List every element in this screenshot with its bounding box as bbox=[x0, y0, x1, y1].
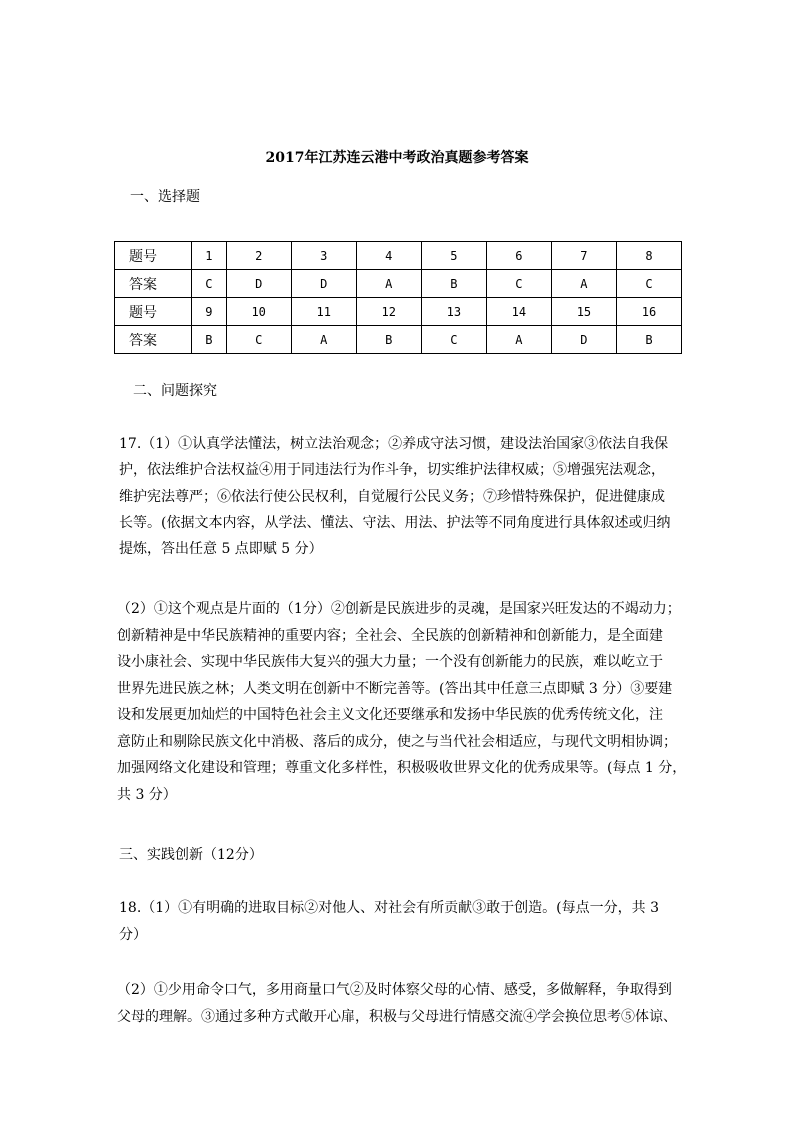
row-label: 答案 bbox=[115, 270, 192, 298]
table-cell: 11 bbox=[291, 298, 356, 326]
table-row bbox=[115, 242, 682, 270]
table-cell: A bbox=[356, 270, 421, 298]
table-cell: 14 bbox=[486, 298, 551, 326]
table-cell: 3 bbox=[291, 242, 356, 270]
table-cell: 5 bbox=[421, 242, 486, 270]
text-line: 维护宪法尊严；⑥依法行使公民权利，自觉履行公民义务；⑦珍惜特殊保护，促进健康成 bbox=[119, 488, 665, 505]
table-cell: 2 bbox=[226, 242, 291, 270]
text-line: （2）①这个观点是片面的（1分）②创新是民族进步的灵魂，是国家兴旺发达的不竭动力； bbox=[117, 601, 681, 617]
text-line: 18.（1）①有明确的进取目标②对他人、对社会有所贡献③敢于创造。(每点一分，共 3 bbox=[119, 900, 659, 916]
table-cell: B bbox=[192, 326, 227, 354]
text-line: 意防止和剔除民族文化中消极、落后的成分，使之与当代社会相适应，与现代文明相协调； bbox=[117, 733, 677, 750]
table-cell: 9 bbox=[192, 298, 227, 326]
text-line: 设小康社会、实现中华民族伟大复兴的强大力量；一个没有创新能力的民族，难以屹立于 bbox=[117, 654, 663, 670]
row-label: 题号 bbox=[115, 242, 192, 270]
table-row bbox=[115, 298, 682, 326]
section-heading-choice: 一、选择题 bbox=[130, 189, 200, 205]
section-heading-inquiry: 二、问题探究 bbox=[133, 383, 217, 399]
table-cell: 8 bbox=[616, 242, 681, 270]
table-cell: B bbox=[356, 326, 421, 354]
table-cell: 6 bbox=[486, 242, 551, 270]
text-line: 共 3 分） bbox=[117, 786, 177, 803]
answer-table bbox=[114, 241, 682, 354]
table-cell: D bbox=[551, 326, 616, 354]
text-line: 分） bbox=[119, 926, 147, 943]
table-row bbox=[115, 326, 682, 354]
text-line: 护，依法维护合法权益④用于同违法行为作斗争，切实维护法律权威；⑤增强宪法观念， bbox=[119, 462, 665, 479]
document-title: 2017年江苏连云港中考政治真题参考答案 bbox=[265, 150, 529, 166]
text-line: 17.（1）①认真学法懂法，树立法治观念；②养成守法习惯，建设法治国家③依法自我保 bbox=[119, 436, 669, 452]
table-cell: 1 bbox=[192, 242, 227, 270]
text-line: 创新精神是中华民族精神的重要内容；全社会、全民族的创新精神和创新能力，是全面建 bbox=[117, 627, 663, 644]
table-cell: 12 bbox=[356, 298, 421, 326]
row-label: 题号 bbox=[115, 298, 192, 326]
table-cell: A bbox=[551, 270, 616, 298]
table-cell: 15 bbox=[551, 298, 616, 326]
table-cell: A bbox=[291, 326, 356, 354]
text-line: 世界先进民族之林；人类文明在创新中不断完善等。(答出其中任意三点即赋 3 分）③要建 bbox=[117, 680, 673, 697]
table-cell: B bbox=[616, 326, 681, 354]
text-line: 长等。(依据文本内容，从学法、懂法、守法、用法、护法等不同角度进行具体叙述或归纳 bbox=[119, 514, 671, 531]
table-cell: D bbox=[226, 270, 291, 298]
text-line: 父母的理解。③通过多种方式敞开心扉，积极与父母进行情感交流④学会换位思考⑤体谅、 bbox=[117, 1008, 677, 1025]
table-cell: 16 bbox=[616, 298, 681, 326]
text-line: 加强网络文化建设和管理；尊重文化多样性，积极吸收世界文化的优秀成果等。(每点 1 分， bbox=[117, 760, 687, 776]
text-line: 提炼，答出任意 5 点即赋 5 分） bbox=[119, 541, 323, 558]
table-cell: C bbox=[616, 270, 681, 298]
table-cell: A bbox=[486, 326, 551, 354]
table-cell: C bbox=[421, 326, 486, 354]
text-line: （2）①少用命令口气，多用商量口气②及时体察父母的心情、感受，多做解释，争取得到 bbox=[117, 982, 672, 998]
table-cell: C bbox=[486, 270, 551, 298]
table-cell: B bbox=[421, 270, 486, 298]
table-cell: 13 bbox=[421, 298, 486, 326]
section-heading-practice: 三、实践创新（12分） bbox=[119, 847, 263, 863]
table-cell: C bbox=[226, 326, 291, 354]
table-cell: C bbox=[192, 270, 227, 298]
table-cell: 10 bbox=[226, 298, 291, 326]
text-line: 设和发展更加灿烂的中国特色社会主义文化还要继承和发扬中华民族的优秀传统文化，注 bbox=[117, 707, 663, 723]
row-label: 答案 bbox=[115, 326, 192, 354]
table-row bbox=[115, 270, 682, 298]
table-cell: 7 bbox=[551, 242, 616, 270]
table-cell: D bbox=[291, 270, 356, 298]
table-cell: 4 bbox=[356, 242, 421, 270]
